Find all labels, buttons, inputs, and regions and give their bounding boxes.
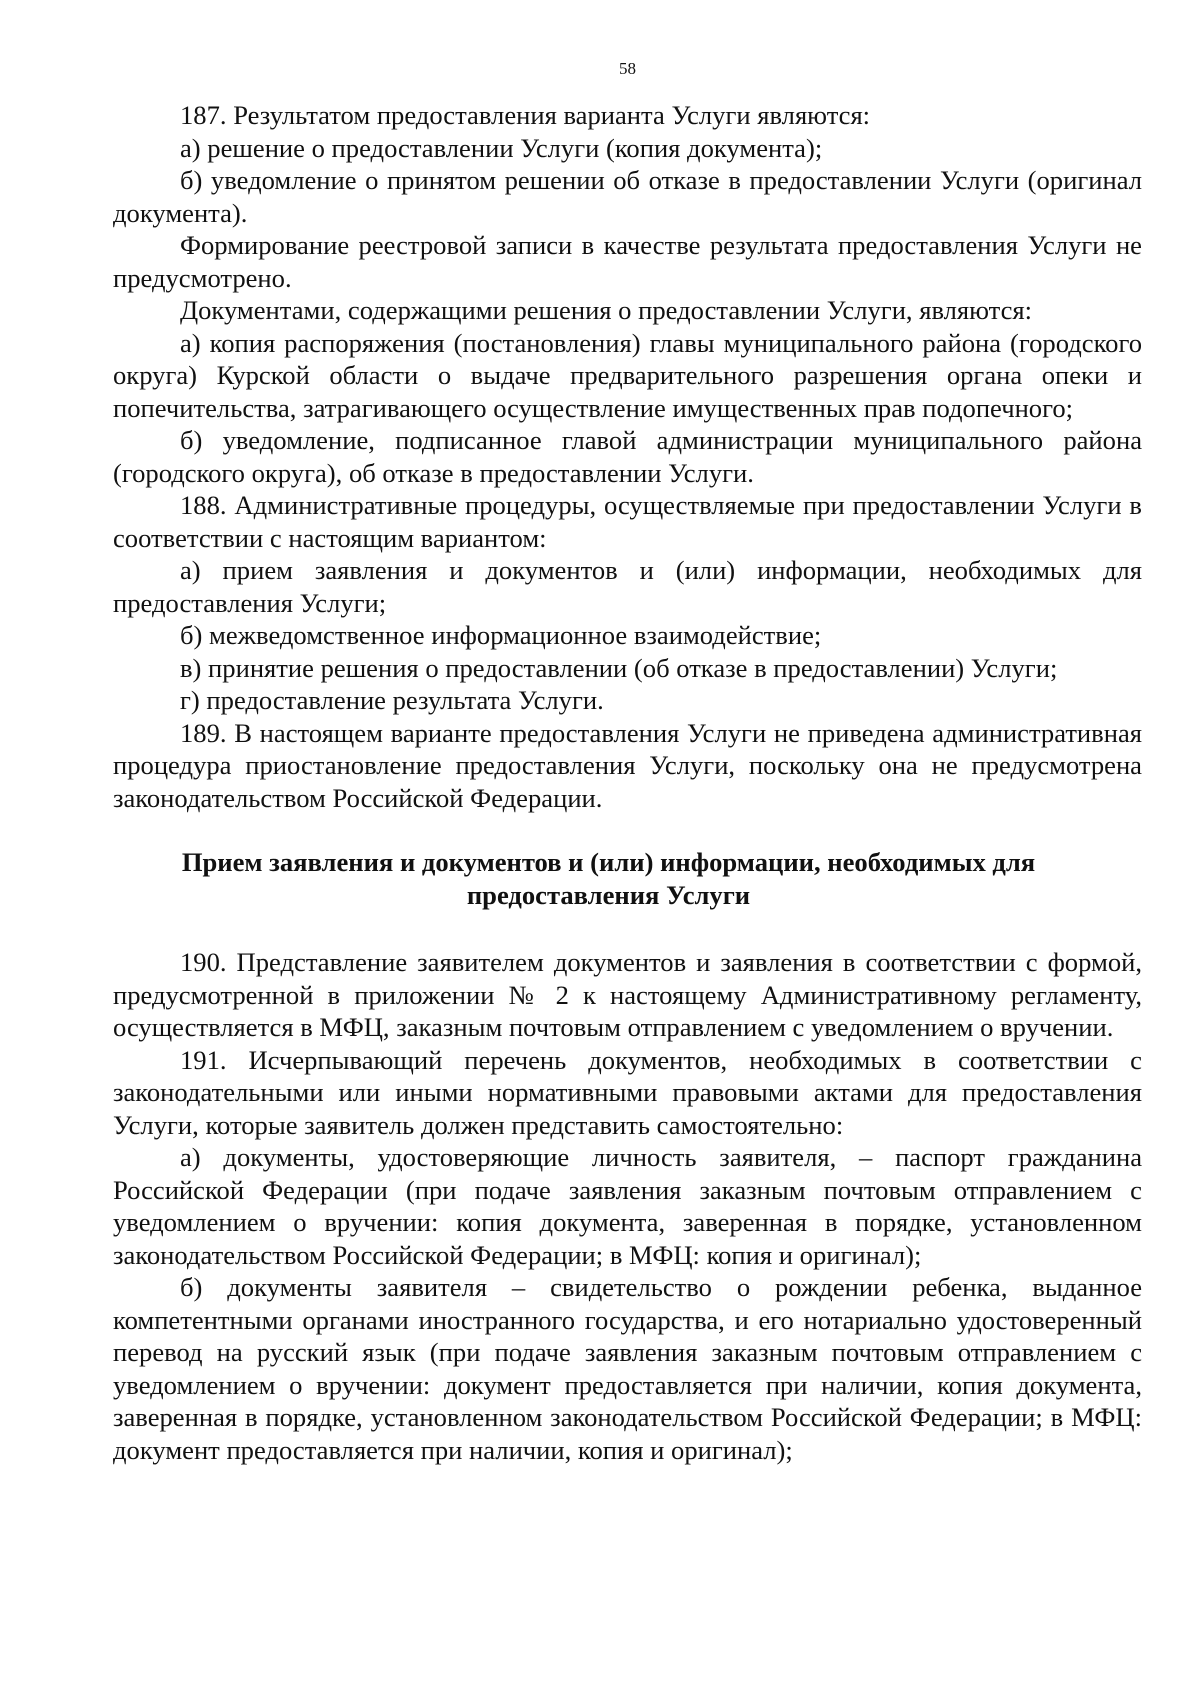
paragraph-187: 187. Результатом предоставления варианта Услуги являются: — [180, 100, 871, 130]
paragraph-decision-documents: Документами, содержащими решения о предоставлении Услуги, являются: — [180, 295, 1033, 325]
paragraph-187-a: а) решение о предоставлении Услуги (копия документа); — [180, 132, 823, 163]
paragraph-decision-b: б) уведомление, подписанное главой администрации муниципального района (городского округа), об отказе в предоставлении Услуги. — [113, 425, 1142, 488]
paragraph-registry-record: Формирование реестровой записи в качестве результата предоставления Услуги не предусмотрено. — [113, 230, 1142, 293]
paragraph-decision-a: а) копия распоряжения (постановления) главы муниципального района (городского округа) Курской области о выдаче предварительного разрешения органа опеки и попечительства, затрагивающего осуществление имущественных прав подопечного; — [113, 327, 1142, 423]
document-body — [113, 99, 1142, 1466]
paragraph-191: 191. Исчерпывающий перечень документов, необходимых в соответствии с законодательными или иными нормативными правовыми актами для предоставления Услуги, которые заявитель должен представить самостоятельно: — [113, 1044, 1142, 1140]
section-heading — [113, 846, 1142, 911]
paragraph-188-c: в) принятие решения о предоставлении (об отказе в предоставлении) Услуги; — [180, 652, 1058, 683]
paragraph-187-b: б) уведомление о принятом решении об отказе в предоставлении Услуги (оригинал документа). — [113, 165, 1142, 228]
paragraph-188-d: г) предоставление результата Услуги. — [180, 685, 604, 715]
paragraph-189: 189. В настоящем варианте предоставления Услуги не приведена административная процедура приостановление предоставления Услуги, поскольку она не предусмотрена законодательством Российской Федерации. — [113, 717, 1142, 813]
paragraph-191-a: а) документы, удостоверяющие личность заявителя, – паспорт гражданина Российской Федерации (при подаче заявления заказным почтовым отправлением с уведомлением о вручении: копия документа, заверенная в порядке, установленном законодательством Российской Федерации; в МФЦ: копия и оригинал); — [113, 1142, 1142, 1270]
section-heading-line-1: Прием заявления и документов и (или) информации, необходимых для — [181, 847, 1036, 877]
paragraph-188-a: а) прием заявления и документов и (или) информации, необходимых для предоставления Услуги; — [113, 555, 1142, 618]
paragraph-191-b: б) документы заявителя – свидетельство о рождении ребенка, выданное компетентными органами иностранного государства, и его нотариально удостоверенный перевод на русский язык (при подаче заявления заказным почтовым отправлением с уведомлением о вручении: документ предоставляется при наличии, копия документа, заверенная в порядке, установленном законодательством Российской Федерации; в МФЦ: документ предоставляется при наличии, копия и оригинал); — [113, 1272, 1142, 1465]
paragraph-190: 190. Представление заявителем документов и заявления в соответствии с формой, предусмотренной в приложении № 2 к настоящему Административному регламенту, осуществляется в МФЦ, заказным почтовым отправлением с уведомлением о вручении. — [113, 947, 1142, 1042]
paragraph-188-b: б) межведомственное информационное взаимодействие; — [180, 620, 822, 650]
paragraph-188: 188. Административные процедуры, осуществляемые при предоставлении Услуги в соответствии с настоящим вариантом: — [113, 490, 1142, 553]
section-heading-line-2: предоставления Услуги — [466, 879, 751, 910]
page-number: 58 — [619, 59, 636, 78]
